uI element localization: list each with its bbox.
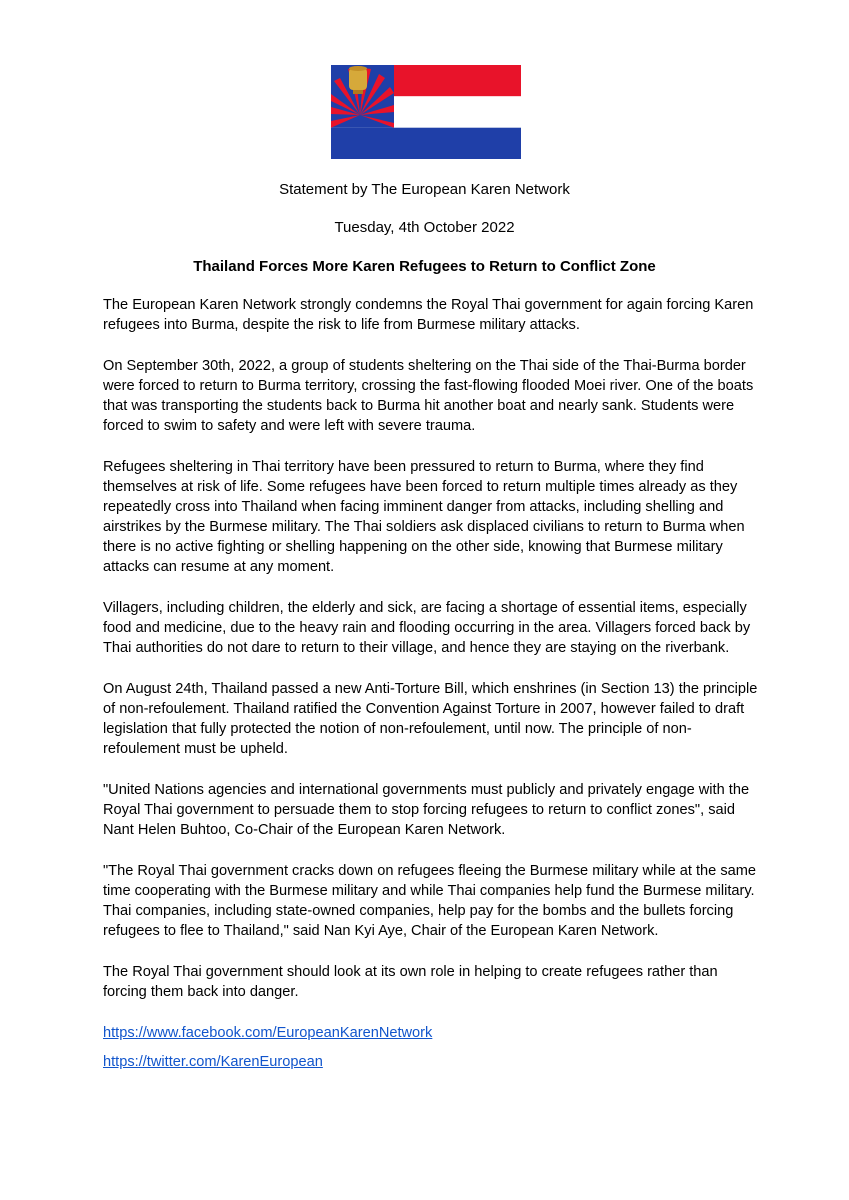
paragraph: Refugees sheltering in Thai territory have been pressured to return to Burma, where they find themselves at risk of life. Some refugees have been forced to return multiple times already as they repeatedly cross into Thailand when facing imminent danger from attacks, including shelling and airstrikes by the Burmese military. The Thai soldiers ask displaced civilians to return to Burma when there is no active fighting or shelling happening on the other side, knowing that Burmese military attacks can resume at any moment. xyxy=(103,459,745,575)
paragraph: "The Royal Thai government cracks down on refugees fleeing the Burmese military while at the same time cooperating with the Burmese military and while Thai companies help fund the Burmese military. Thai companies, including state-owned companies, help pay for the bombs and the bullets forcing refugees to flee to Thailand," said Nan Kyi Aye, Chair of the European Karen Network. xyxy=(103,863,757,939)
paragraph: On September 30th, 2022, a group of students sheltering on the Thai side of the Thai-Burma border were forced to return to Burma territory, crossing the fast-flowing flooded Moei river. One of the boats that was transporting the students back to Burma hit another boat and nearly sank. Students were forced to swim to safety and were left with severe trauma. xyxy=(103,358,754,434)
statement-date: Tuesday, 4th October 2022 xyxy=(334,219,515,236)
paragraph: "United Nations agencies and international governments must publicly and privately engage with the Royal Thai government to persuade them to stop forcing refugees to return to conflict zones", said Nant Helen Buhtoo, Co-Chair of the European Karen Network. xyxy=(103,782,750,838)
paragraph: Villagers, including children, the elderly and sick, are facing a shortage of essential items, especially food and medicine, due to the heavy rain and flooding occurring in the area. Villagers forced back by Thai authorities do not dare to return to their village, and hence they are staying on the riverbank. xyxy=(103,600,751,656)
twitter-link-row xyxy=(103,1052,763,1072)
statement-body xyxy=(103,295,763,1081)
paragraph: On August 24th, Thailand passed a new Anti-Torture Bill, which enshrines (in Section 13) the principle of non-refoulement. Thailand ratified the Convention Against Torture in 2007, however failed to draft legislation that fully protected the notion of non-refoulement, until now. The principle of non-refoulement must be upheld. xyxy=(103,681,758,757)
paragraph: The European Karen Network strongly condemns the Royal Thai government for again forcing Karen refugees into Burma, despite the risk to life from Burmese military attacks. xyxy=(103,297,754,333)
paragraph: The Royal Thai government should look at its own role in helping to create refugees rather than forcing them back into danger. xyxy=(103,964,718,1000)
statement-subject: Thailand Forces More Karen Refugees to Return to Conflict Zone xyxy=(193,258,656,275)
twitter-link[interactable]: https://twitter.com/KarenEuropean xyxy=(103,1054,323,1070)
facebook-link-row xyxy=(103,1023,763,1043)
statement-line: Statement by The European Karen Network xyxy=(279,181,570,198)
karen-flag-icon xyxy=(331,65,521,159)
facebook-link[interactable]: https://www.facebook.com/EuropeanKarenNetwork xyxy=(103,1025,433,1041)
